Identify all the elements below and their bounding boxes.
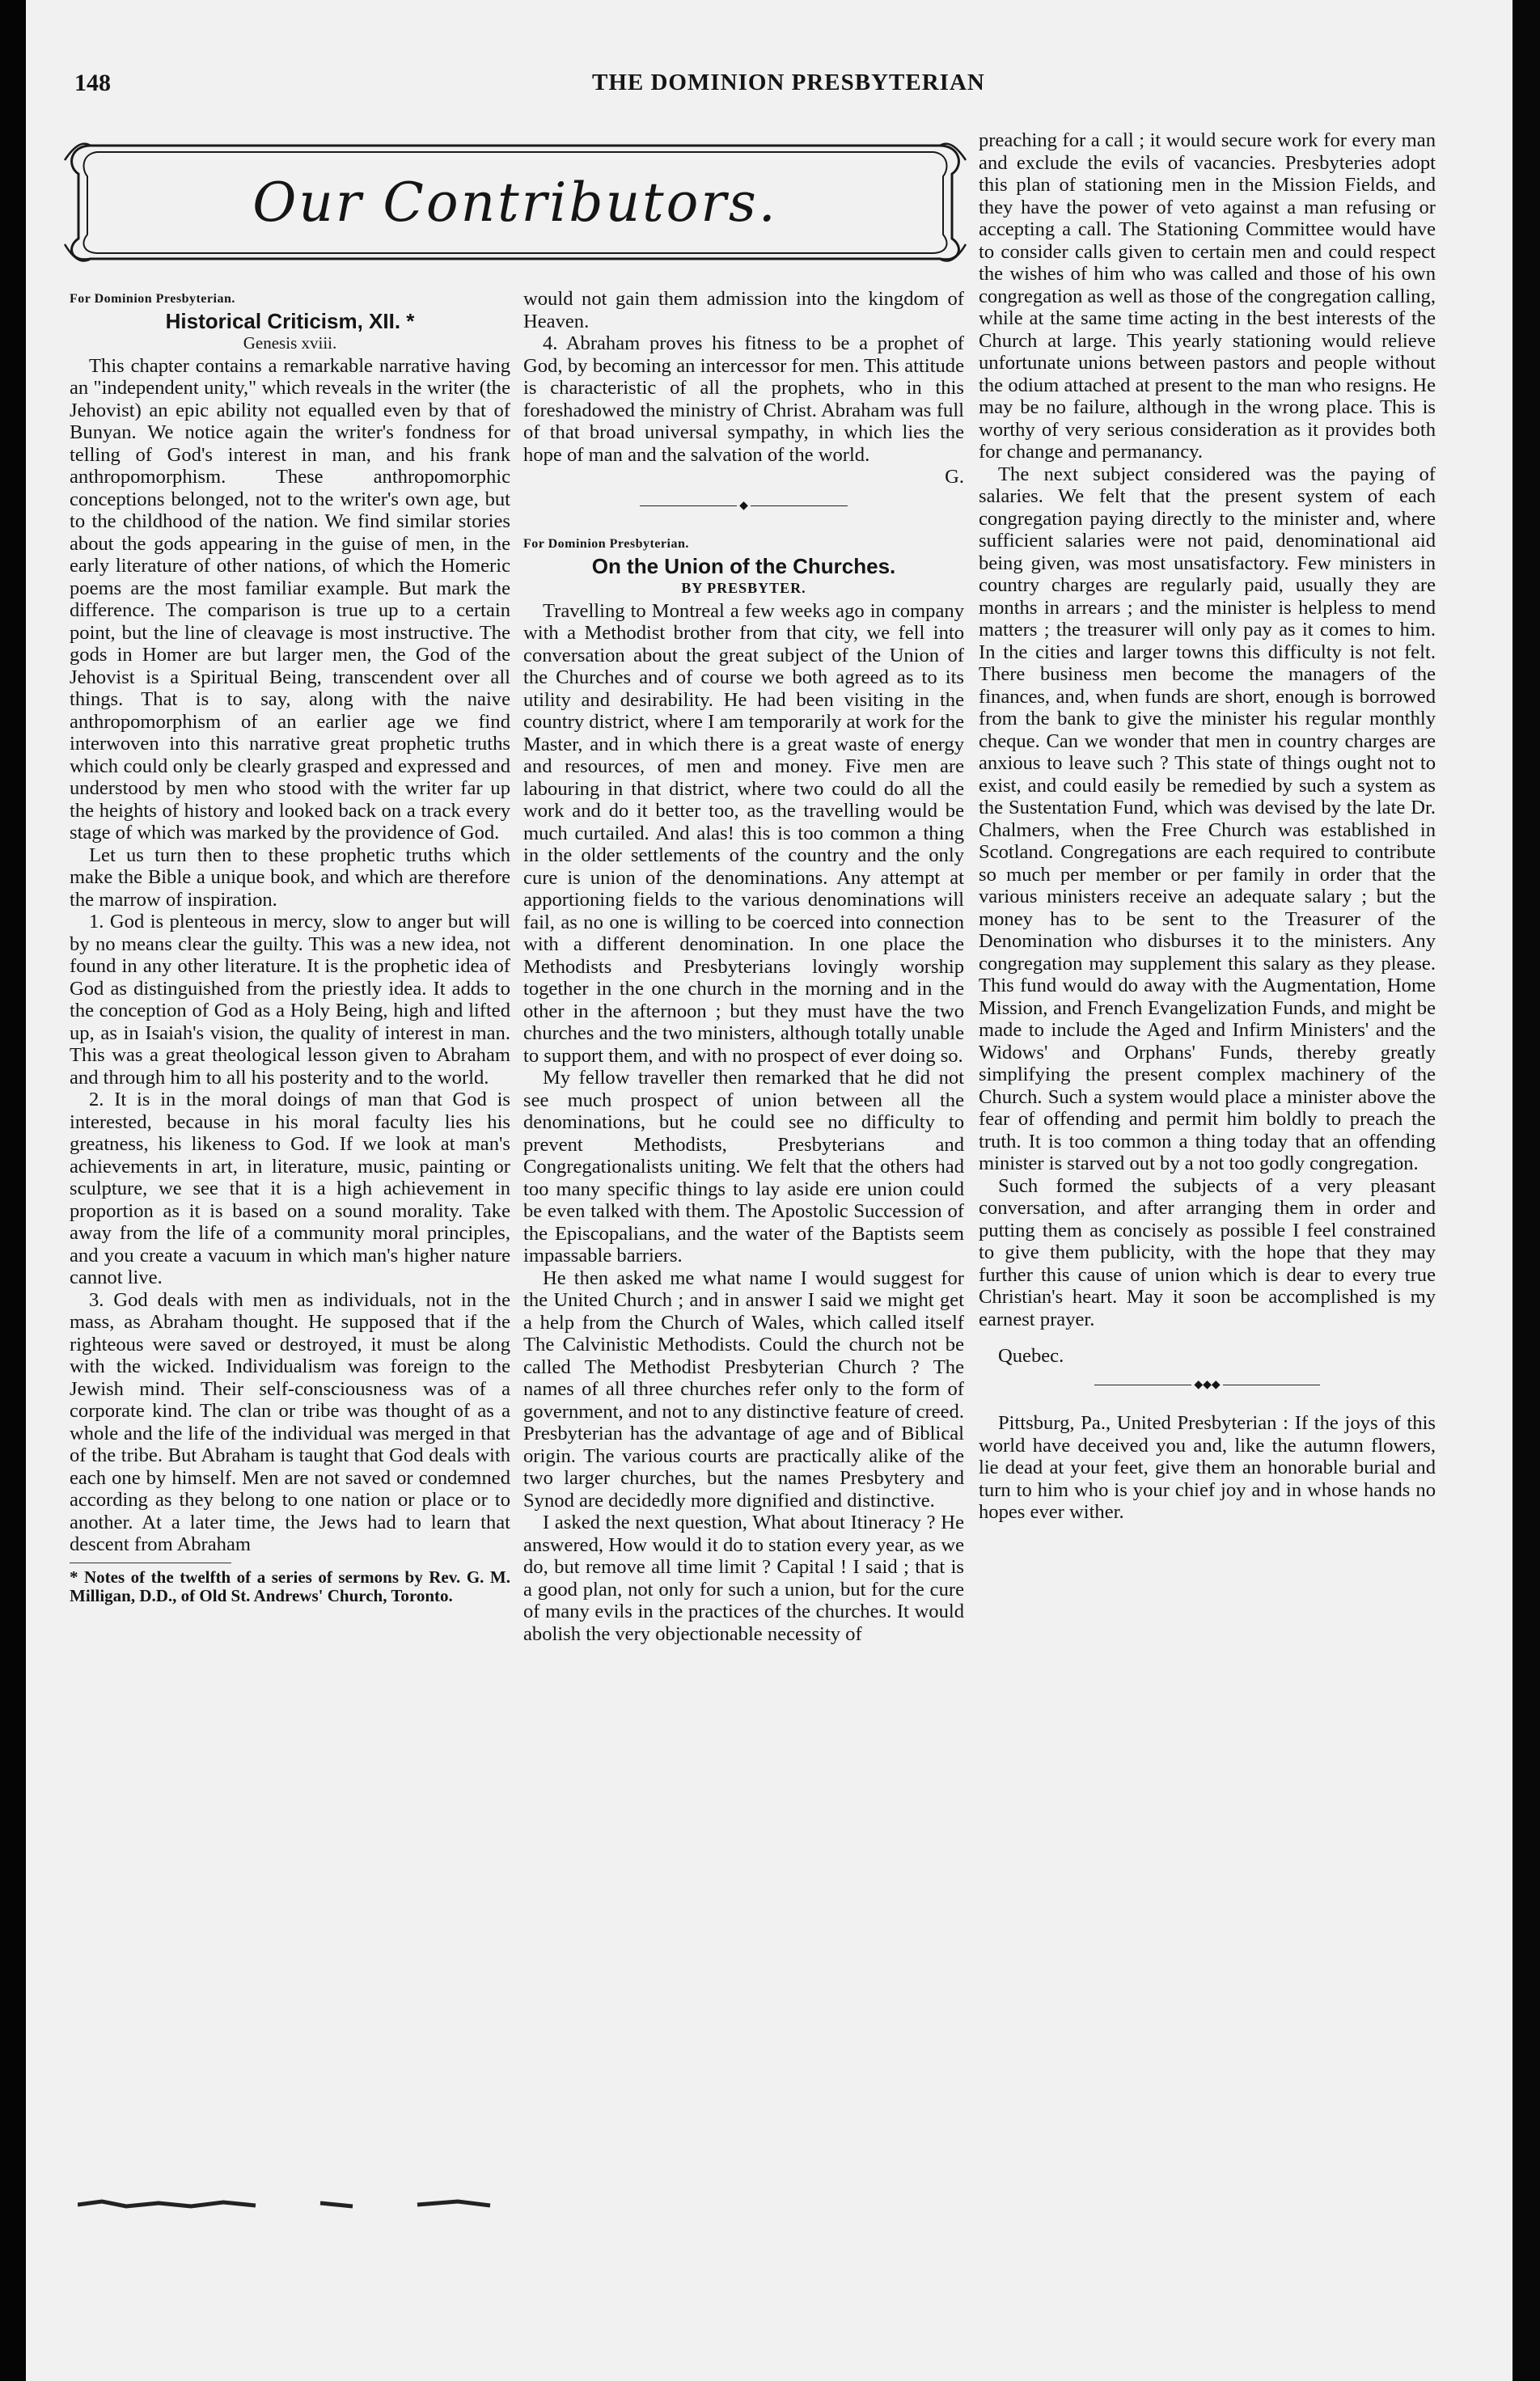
- column-1: [70, 288, 510, 1605]
- article1-continued: 4. Abraham proves his fitness to be a prophet of God, by becoming an intercessor for men. This attitude is characteristic of all the prophets, who in this foreshadowed the ministry of Christ. Abraham was full of that broad universal sympathy, in which lies the hope of man and the salvation of the world.: [523, 332, 964, 466]
- article1-kicker: For Dominion Presbyterian.: [70, 292, 235, 306]
- running-title: THE DOMINION PRESBYTERIAN: [592, 70, 985, 95]
- article2-place: Quebec.: [998, 1345, 1064, 1367]
- article1-subhead: Genesis xviii.: [243, 333, 337, 353]
- separator: ◆: [523, 495, 964, 518]
- article2-kicker: For Dominion Presbyterian.: [523, 537, 689, 551]
- article1-paragraph: This chapter contains a remarkable narrative having an "independent unity," which reveals in the writer (the Jehovist) an epic ability not equalled even by that of Bunyan. We notice again the writer's fondness for telling of God's interest in man, and his frank anthropomorphism. These anthropomorphic conceptions belonged, not to the writer's own age, but to the childhood of the nation. We find similar stories about the gods appearing in the guise of men, in the early literature of other nations, of which the Homeric poems are the most familiar example. But mark the difference. The comparison is true up to a certain point, but the line of cleavage is most instructive. The gods in Homer are but larger men, the God of the Jehovist is a Spiritual Being, transcendent over all things. That is to say, along with the naive anthropomorphism of an earlier age we find interwoven into this narrative great prophetic truths which could only be clearly grasped and expressed and understood by men who stood with the writer far up the heights of history and looked back on a track every stage of which was marked by the providence of God.: [70, 354, 510, 844]
- page-number: 148: [74, 70, 111, 96]
- scan-left-edge: [0, 0, 26, 2381]
- section-title: Our Contributors.: [252, 171, 778, 234]
- article1-paragraph: 1. God is plenteous in mercy, slow to anger but will by no means clear the guilty. This was a new idea, not found in any other literature. It is the prophetic idea of God as distinguished from the priestly idea. It adds to the conception of God as a Holy Being, high and lifted up, as in Isaiah's vision, the quality of interest in man. This was a great theological lesson given to Abraham and through him to all his posterity and to the world.: [70, 911, 510, 1089]
- article1-signature: G.: [945, 466, 964, 488]
- article1-paragraph: Let us turn then to these prophetic truths which make the Bible a unique book, and which are therefore the marrow of inspiration.: [70, 844, 510, 911]
- article2-paragraph: He then asked me what name I would suggest for the United Church ; and in answer I said we might get a help from the Church of Wales, which called itself The Calvinistic Methodists. Could the church not be called The Methodist Presbyterian Church ? The names of all three churches refer only to the form of government, and not to any distinctive feature of creed. Presbyterian has the advantage of age and of Biblical origin. The various courts are practically alike of the two larger churches, but the names Presbytery and Synod are decidedly more dignified and distinctive.: [523, 1267, 964, 1512]
- article2-paragraph: Travelling to Montreal a few weeks ago in company with a Methodist brother from that city, we fell into conversation about the great subject of the Union of the Churches and of course we both agreed as to its utility and desirability. He had been visiting in the country district, where I am temporarily at work for the Master, and in which there is a great waste of energy and resources, of men and money. Five men are labouring in that district, where two could do all the work and do it better too, as the travelling would be much curtailed. And alas! this is too common a thing in the older settlements of the country and the only cure is union of the denominations. Any attempt at apportioning fields to the various denominations will fail, as no one is willing to be coerced into connection with a different denomination. In one place the Methodists and Presbyterians lovingly worship together in the one church in the morning and in the other in the afternoon ; but they must have the two churches and the two ministers, although totally unable to support them, and with no prospect of ever doing so.: [523, 599, 964, 1067]
- article2-continued: preaching for a call ; it would secure work for every man and exclude the evils of vacancies. Presbyteries adopt this plan of stationing men in the Mission Fields, and they have the power of veto against a man refusing or accepting a call. The Stationing Committee would have to consider calls given to certain men and could respect the wishes of him who was called and those of his own congregation as well as those of the congregation calling, while at the same time acting in the best interests of the Church at large. This yearly stationing would relieve unfortunate unions between pastors and people without the odium attached at present to the man who resigns. He may be no failure, although in the wrong place. This is worthy of very serious consideration as it provides both for change and permanancy.: [979, 129, 1436, 463]
- scan-right-edge: [1512, 0, 1540, 2381]
- article2-headline: On the Union of the Churches.: [591, 553, 896, 578]
- article1-headline: Historical Criticism, XII. *: [165, 308, 415, 333]
- section-banner: [58, 129, 972, 271]
- article2-paragraph: My fellow traveller then remarked that he did not see much prospect of union between all the denominations, but he could see no difficulty to prevent Methodists, Presbyterians and Congregationalists uniting. We felt that the others had too many specific things to lay aside ere union could be even talked with them. The Apostolic Succession of the Episcopalians, and the water of the Baptists seem impassable barriers.: [523, 1067, 964, 1267]
- article2-paragraph: I asked the next question, What about Itineracy ? He answered, How would it do to station every year, as we do, but remove all time limit ? Capital ! I said ; that is a good plan, not only for such a union, but for the cure of many evils in the practices of the churches. It would abolish the very objectionable necessity of: [523, 1512, 964, 1645]
- column-2: [523, 288, 964, 1645]
- article1-paragraph: 3. God deals with men as individuals, not in the mass, as Abraham thought. He supposed that if the righteous were saved or destroyed, it must be along with the wicked. Individualism was foreign to the Jewish mind. Their self-consciousness was of a corporate kind. The clan or tribe was thought of as a whole and the life of the individual was merged in that of the tribe. But Abraham is taught that God deals with each one by himself. Men are not saved or condemned according as they belong to one nation or place or to another. At a later time, the Jews had to learn that descent from Abraham: [70, 1288, 510, 1555]
- article1-footnote: * Notes of the twelfth of a series of sermons by Rev. G. M. Milligan, D.D., of Old St. Andrews' Church, Toronto.: [70, 1567, 510, 1605]
- article1-paragraph: 2. It is in the moral doings of man that God is interested, because in his moral faculty lies his greatness, his likeness to God. If we look at man's achievements in art, in literature, music, painting or sculpture, we see that it is a high achievement in proportion as it is based on a sound morality. Take away from the life of a community moral principles, and you create a vacuum in which man's higher nature cannot live.: [70, 1089, 510, 1288]
- excerpt-text: Pittsburg, Pa., United Presbyterian : If the joys of this world have deceived you and, like the autumn flowers, lie dead at your feet, give them an honorable burial and turn to him who is your chief joy and in whose hands no hopes ever wither.: [979, 1412, 1436, 1523]
- separator: ◆◆◆: [979, 1374, 1436, 1397]
- article2-continued: The next subject considered was the paying of salaries. We felt that the present system of each congregation paying directly to the minister and, where sufficient salaries were not paid, denominational aid being given, was most unsatisfactory. Few ministers in country charges are regularly paid, usually they are months in arrears ; and the minister is helpless to mend matters ; the treasurer will only pay as it comes to him. In the cities and larger towns this difficulty is not felt. There business men become the managers of the finances, and, when funds are short, enough is borrowed from the bank to give the minister his regular monthly cheque. Can we wonder that men in country charges are anxious to leave such ? This state of things ought not to exist, and could easily be remedied by such a system as the Sustentation Fund, which was devised by the late Dr. Chalmers, when the Free Church was established in Scotland. Congregations are each required to contribute so much per member or per family in order that the various ministers receive an adequate salary ; but the money has to be sent to the Treasurer of the Denomination who disburses it to the ministers. Any congregation may supplement this salary as they please. This fund would do away with the Augmentation, Home Mission, and French Evangelization Funds, and might be made to include the Aged and Infirm Ministers' and the Widows' and Orphans' Funds, thereby greatly simplifying the present complex machinery of the Church. Such a system would place a minister above the fear of offending and permit him boldly to preach the truth. It is too common a thing today that an offending minister is starved out by a not too godly congregation.: [979, 463, 1436, 1174]
- column-3: [979, 129, 1436, 1524]
- article2-continued: Such formed the subjects of a very pleasant conversation, and after arranging them in order and putting them as concisely as possible I feel constrained to give them publicity, with the hope that they may further this cause of union which is dear to every true Christian's heart. May it soon be accomplished is my earnest prayer.: [979, 1174, 1436, 1330]
- article2-byline: BY PRESBYTER.: [681, 580, 806, 596]
- page-header: [74, 70, 1005, 110]
- article1-continued: would not gain them admission into the kingdom of Heaven.: [523, 288, 964, 332]
- print-smudge: [78, 2197, 498, 2211]
- newspaper-page: [26, 0, 1512, 2381]
